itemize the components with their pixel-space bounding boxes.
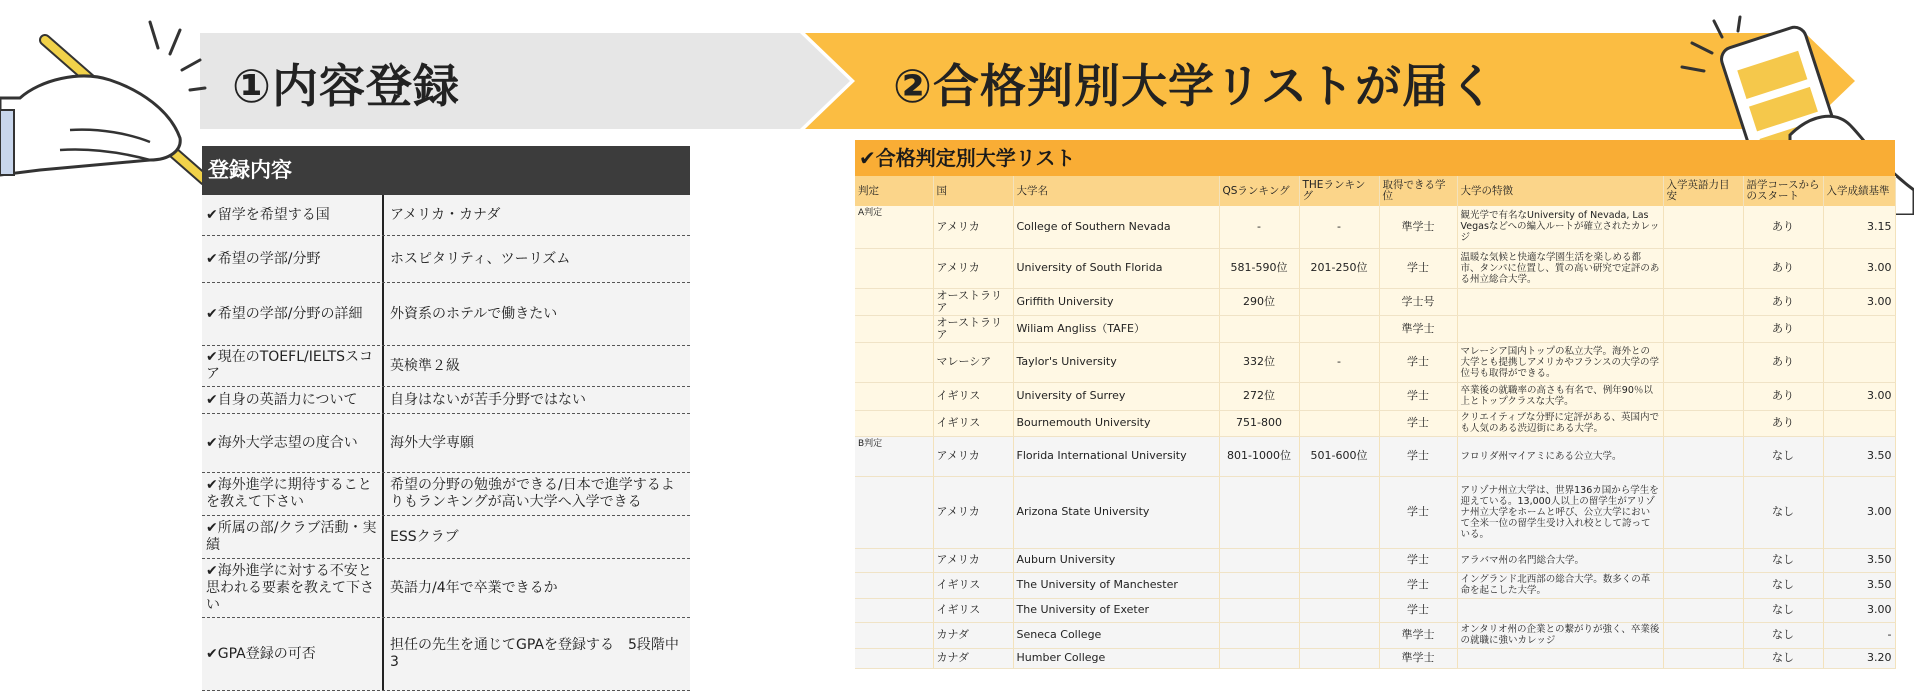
cell-qs	[1219, 476, 1299, 548]
cell-gpa: 3.00	[1823, 382, 1895, 410]
cell-name: University of Surrey	[1013, 382, 1219, 410]
cell-qs	[1219, 572, 1299, 598]
cell-country: イギリス	[933, 598, 1013, 622]
cell-judge	[855, 342, 933, 382]
cell-qs	[1219, 598, 1299, 622]
registration-row	[202, 618, 690, 691]
registration-row	[202, 473, 690, 516]
cell-feature: フロリダ州マイアミにある公立大学。	[1457, 436, 1663, 476]
cell-qs: 581-590位	[1219, 248, 1299, 288]
university-table	[855, 176, 1896, 669]
cell-lang: なし	[1743, 436, 1823, 476]
cell-qs: 801-1000位	[1219, 436, 1299, 476]
cell-degree: 学士	[1379, 476, 1457, 548]
table-row	[855, 476, 1895, 548]
cell-the: 201-250位	[1299, 248, 1379, 288]
cell-name: College of Southern Nevada	[1013, 206, 1219, 248]
cell-degree: 準学士	[1379, 315, 1457, 342]
cell-english	[1663, 548, 1743, 572]
cell-gpa: 3.00	[1823, 598, 1895, 622]
cell-lang: あり	[1743, 342, 1823, 382]
cell-judge	[855, 382, 933, 410]
cell-gpa: 3.50	[1823, 548, 1895, 572]
registration-label: ✔海外大学志望の度合い	[202, 414, 384, 472]
cell-lang: なし	[1743, 548, 1823, 572]
cell-degree: 学士	[1379, 410, 1457, 436]
cell-country: マレーシア	[933, 342, 1013, 382]
table-row	[855, 288, 1895, 315]
cell-feature	[1457, 598, 1663, 622]
cell-degree: 学士	[1379, 382, 1457, 410]
column-header: 語学コースからのスタート	[1743, 176, 1823, 206]
cell-the	[1299, 648, 1379, 668]
cell-lang: なし	[1743, 648, 1823, 668]
cell-name: Auburn University	[1013, 548, 1219, 572]
cell-the	[1299, 548, 1379, 572]
cell-country: アメリカ	[933, 206, 1013, 248]
cell-judge	[855, 288, 933, 315]
cell-name: Florida International University	[1013, 436, 1219, 476]
cell-country: アメリカ	[933, 436, 1013, 476]
table-row	[855, 206, 1895, 248]
registration-row	[202, 516, 690, 559]
cell-english	[1663, 248, 1743, 288]
cell-english	[1663, 598, 1743, 622]
column-header: 取得できる学位	[1379, 176, 1457, 206]
cell-gpa	[1823, 410, 1895, 436]
registration-value: 自身はないが苦手分野ではない	[390, 391, 586, 408]
table-row	[855, 410, 1895, 436]
cell-degree: 学士	[1379, 248, 1457, 288]
registration-row	[202, 195, 690, 236]
table-row	[855, 342, 1895, 382]
registration-value: 海外大学専願	[390, 434, 474, 451]
cell-lang: なし	[1743, 572, 1823, 598]
cell-lang: あり	[1743, 288, 1823, 315]
cell-english	[1663, 648, 1743, 668]
cell-country: カナダ	[933, 648, 1013, 668]
cell-the: 501-600位	[1299, 436, 1379, 476]
cell-judge	[855, 598, 933, 622]
cell-gpa: 3.00	[1823, 248, 1895, 288]
column-header: QSランキング	[1219, 176, 1299, 206]
cell-qs: 290位	[1219, 288, 1299, 315]
cell-qs	[1219, 648, 1299, 668]
cell-gpa: 3.50	[1823, 436, 1895, 476]
cell-judge	[855, 648, 933, 668]
cell-feature: イングランド北西部の総合大学。数多くの革命を起こした大学。	[1457, 572, 1663, 598]
cell-country: オーストラリア	[933, 288, 1013, 315]
cell-country: イギリス	[933, 410, 1013, 436]
cell-feature	[1457, 288, 1663, 315]
table-row	[855, 572, 1895, 598]
cell-name: Wiliam Angliss（TAFE）	[1013, 315, 1219, 342]
table-row	[855, 315, 1895, 342]
cell-english	[1663, 476, 1743, 548]
cell-feature: 温暖な気候と快適な学園生活を楽しめる都市、タンパに位置し、質の高い研究で定評のある州立総合大学。	[1457, 248, 1663, 288]
table-header-row	[855, 176, 1895, 206]
cell-gpa: 3.20	[1823, 648, 1895, 668]
column-header: 大学名	[1013, 176, 1219, 206]
step2-title: ②合格判別大学リストが届く	[893, 59, 1497, 113]
registration-value: 担任の先生を通じてGPAを登録する 5段階中3	[390, 637, 679, 670]
registration-value: 希望の分野の勉強ができる/日本で進学するよりもランキングが高い大学へ入学できる	[390, 477, 675, 510]
cell-the	[1299, 598, 1379, 622]
table-row	[855, 382, 1895, 410]
registration-label: ✔海外進学に対する不安と思われる要素を教えて下さい	[202, 559, 384, 617]
cell-lang: あり	[1743, 315, 1823, 342]
cell-degree: 準学士	[1379, 622, 1457, 648]
cell-english	[1663, 382, 1743, 410]
step1-title: ①内容登録	[232, 59, 460, 113]
cell-degree: 準学士	[1379, 206, 1457, 248]
university-list-panel	[855, 140, 1895, 669]
cell-judge	[855, 572, 933, 598]
cell-name: Humber College	[1013, 648, 1219, 668]
cell-the: -	[1299, 206, 1379, 248]
cell-judge: B判定	[855, 436, 933, 476]
registration-label: ✔GPA登録の可否	[202, 618, 384, 690]
cell-degree: 学士	[1379, 436, 1457, 476]
cell-the	[1299, 622, 1379, 648]
table-row	[855, 598, 1895, 622]
cell-degree: 準学士	[1379, 648, 1457, 668]
registration-row	[202, 346, 690, 387]
cell-lang: あり	[1743, 248, 1823, 288]
column-header: 判定	[855, 176, 933, 206]
cell-the	[1299, 382, 1379, 410]
cell-lang: なし	[1743, 622, 1823, 648]
cell-feature: オンタリオ州の企業との繋がりが強く、卒業後の就職に強いカレッジ	[1457, 622, 1663, 648]
cell-the	[1299, 476, 1379, 548]
cell-name: The University of Exeter	[1013, 598, 1219, 622]
cell-feature: 観光学で有名なUniversity of Nevada, Las Vegasなどへの編入ルートが確立されたカレッジ	[1457, 206, 1663, 248]
cell-country: アメリカ	[933, 548, 1013, 572]
registration-value: ESSクラブ	[390, 528, 459, 545]
cell-lang: なし	[1743, 476, 1823, 548]
cell-the	[1299, 288, 1379, 315]
cell-qs: 332位	[1219, 342, 1299, 382]
cell-gpa	[1823, 342, 1895, 382]
cell-feature: アラバマ州の名門総合大学。	[1457, 548, 1663, 572]
cell-gpa: 3.50	[1823, 572, 1895, 598]
column-header: 入学英語力目安	[1663, 176, 1743, 206]
registration-value: 外資系のホテルで働きたい	[390, 305, 558, 322]
cell-judge	[855, 410, 933, 436]
registration-value: 英語力/4年で卒業できるか	[390, 579, 558, 596]
cell-gpa	[1823, 315, 1895, 342]
registration-table	[202, 146, 690, 691]
cell-feature: クリエイティブな分野に定評がある、英国内でも人気のある渋辺街にある大学。	[1457, 410, 1663, 436]
cell-feature	[1457, 648, 1663, 668]
cell-feature: マレーシア国内トップの私立大学。海外との大学とも提携しアメリカやフランスの大学の学位号も取得ができる。	[1457, 342, 1663, 382]
cell-qs	[1219, 548, 1299, 572]
cell-judge	[855, 622, 933, 648]
cell-english	[1663, 342, 1743, 382]
cell-judge	[855, 315, 933, 342]
cell-country: イギリス	[933, 572, 1013, 598]
cell-the: -	[1299, 342, 1379, 382]
cell-gpa: 3.00	[1823, 288, 1895, 315]
cell-degree: 学士	[1379, 572, 1457, 598]
cell-qs: 272位	[1219, 382, 1299, 410]
table-row	[855, 648, 1895, 668]
cell-lang: あり	[1743, 410, 1823, 436]
cell-english	[1663, 315, 1743, 342]
cell-feature: アリゾナ州立大学は、世界136カ国から学生を迎えている。13,000人以上の留学生がアリゾナ州立大学をホームと呼び、公立大学において全米一位の留学生受け入れ校として誇っている。	[1457, 476, 1663, 548]
cell-degree: 学士	[1379, 598, 1457, 622]
cell-the	[1299, 315, 1379, 342]
cell-name: Arizona State University	[1013, 476, 1219, 548]
cell-english	[1663, 622, 1743, 648]
cell-degree: 学士	[1379, 342, 1457, 382]
pencil-hand-icon	[0, 10, 215, 190]
registration-label: ✔自身の英語力について	[202, 387, 384, 413]
table-row	[855, 436, 1895, 476]
cell-judge	[855, 548, 933, 572]
cell-gpa: -	[1823, 622, 1895, 648]
cell-country: アメリカ	[933, 248, 1013, 288]
registration-row	[202, 236, 690, 283]
cell-lang: あり	[1743, 382, 1823, 410]
column-header: 入学成績基準	[1823, 176, 1895, 206]
cell-judge	[855, 248, 933, 288]
cell-lang: あり	[1743, 206, 1823, 248]
cell-feature: 卒業後の就職率の高さも有名で、例年90％以上とトップクラスな大学。	[1457, 382, 1663, 410]
cell-country: オーストラリア	[933, 315, 1013, 342]
registration-label: ✔海外進学に期待することを教えて下さい	[202, 473, 384, 515]
registration-label: ✔希望の学部/分野の詳細	[202, 283, 384, 345]
cell-name: Taylor's University	[1013, 342, 1219, 382]
column-header: THEランキング	[1299, 176, 1379, 206]
cell-country: カナダ	[933, 622, 1013, 648]
cell-judge	[855, 476, 933, 548]
cell-english	[1663, 288, 1743, 315]
cell-gpa: 3.00	[1823, 476, 1895, 548]
cell-degree: 学士	[1379, 548, 1457, 572]
registration-row	[202, 559, 690, 618]
registration-row	[202, 387, 690, 414]
cell-name: Bournemouth University	[1013, 410, 1219, 436]
cell-lang: なし	[1743, 598, 1823, 622]
cell-name: Griffith University	[1013, 288, 1219, 315]
table-row	[855, 622, 1895, 648]
cell-qs	[1219, 622, 1299, 648]
registration-label: ✔現在のTOEFL/IELTSスコア	[202, 346, 384, 386]
cell-qs: -	[1219, 206, 1299, 248]
registration-label: ✔所属の部/クラブ活動・実績	[202, 516, 384, 558]
cell-english	[1663, 436, 1743, 476]
cell-degree: 学士号	[1379, 288, 1457, 315]
registration-row	[202, 414, 690, 473]
cell-english	[1663, 572, 1743, 598]
registration-label: ✔留学を希望する国	[202, 195, 384, 235]
registration-value: アメリカ・カナダ	[390, 206, 501, 223]
registration-value: ホスピタリティ、ツーリズム	[390, 250, 571, 267]
column-header: 国	[933, 176, 1013, 206]
cell-country: アメリカ	[933, 476, 1013, 548]
cell-feature	[1457, 315, 1663, 342]
column-header: 大学の特徴	[1457, 176, 1663, 206]
university-list-title: ✔合格判定別大学リスト	[855, 140, 1895, 176]
cell-judge: A判定	[855, 206, 933, 248]
cell-the	[1299, 410, 1379, 436]
cell-qs	[1219, 315, 1299, 342]
cell-name: The University of Manchester	[1013, 572, 1219, 598]
registration-label: ✔希望の学部/分野	[202, 236, 384, 282]
table-row	[855, 548, 1895, 572]
registration-value: 英検準２級	[390, 357, 460, 374]
cell-gpa: 3.15	[1823, 206, 1895, 248]
cell-the	[1299, 572, 1379, 598]
cell-country: イギリス	[933, 382, 1013, 410]
cell-english	[1663, 206, 1743, 248]
registration-row	[202, 283, 690, 346]
registration-header: 登録内容	[202, 146, 690, 195]
cell-name: University of South Florida	[1013, 248, 1219, 288]
cell-name: Seneca College	[1013, 622, 1219, 648]
cell-qs: 751-800	[1219, 410, 1299, 436]
table-row	[855, 248, 1895, 288]
cell-english	[1663, 410, 1743, 436]
